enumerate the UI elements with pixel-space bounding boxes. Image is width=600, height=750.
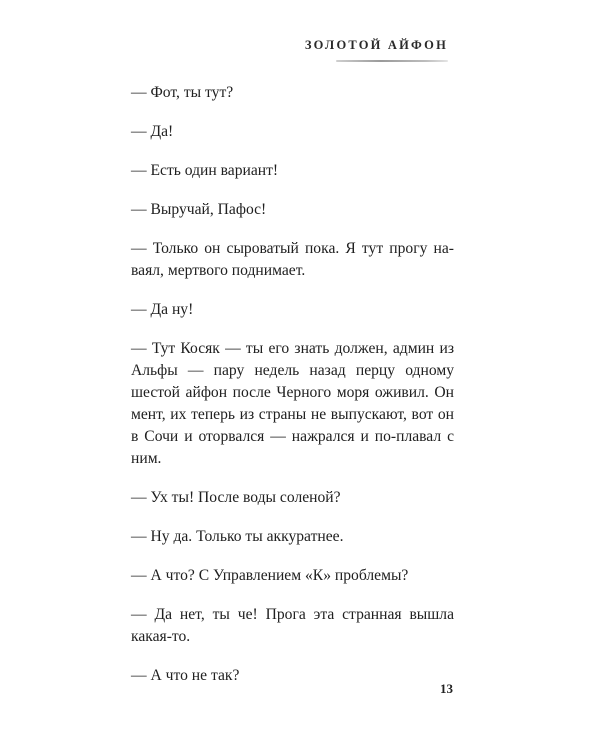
paragraph: — Да нет, ты че! Прога эта странная вышла какая-то.	[131, 606, 454, 645]
paragraph: — Тут Косяк — ты его знать должен, админ из Альфы — пару недель назад перцу одному шестой айфон после Черного моря оживил. Он мент, их теперь из страны не выпускают, вот он в Сочи и оторвался — нажрался и по-плавал с ним.	[131, 340, 454, 467]
paragraph: — Выручай, Пафос!	[131, 201, 267, 218]
header-rule	[336, 60, 448, 62]
page-number: 13	[440, 681, 453, 696]
body-text	[131, 82, 454, 704]
paragraph: — Да ну!	[131, 301, 194, 318]
paragraph: — Только он сыроватый пока. Я тут прогу на-ваял, мертвого поднимает.	[131, 240, 454, 279]
running-header	[305, 38, 448, 62]
paragraph: — А что? С Управлением «К» проблемы?	[131, 567, 409, 584]
paragraph: — Есть один вариант!	[131, 162, 279, 179]
paragraph: — А что не так?	[131, 667, 240, 684]
paragraph: — Ну да. Только ты аккуратнее.	[131, 528, 344, 545]
paragraph: — Фот, ты тут?	[131, 84, 234, 101]
paragraph: — Ух ты! После воды соленой?	[131, 489, 341, 506]
paragraph: — Да!	[131, 123, 174, 140]
running-title: ЗОЛОТОЙ АЙФОН	[304, 38, 448, 52]
